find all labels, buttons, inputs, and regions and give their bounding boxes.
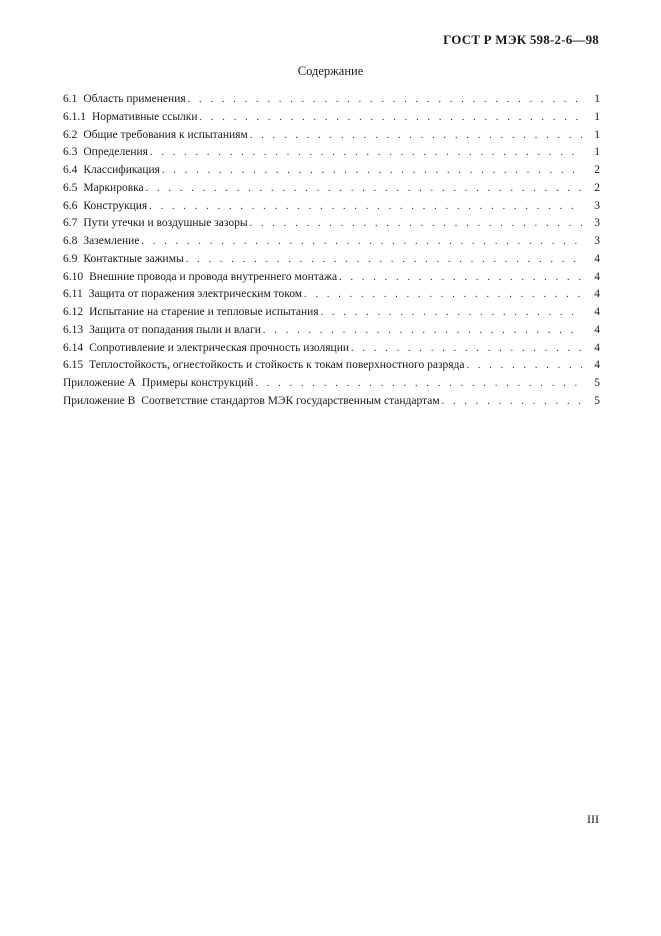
toc-entry-page: 4 (594, 252, 600, 265)
dot-leader (250, 130, 582, 141)
dot-leader (321, 307, 582, 318)
toc-entry-title: Определения (83, 146, 148, 159)
toc-entry-number: 6.2 (63, 128, 78, 141)
dot-leader (466, 360, 582, 371)
toc-entry-number: 6.3 (63, 146, 78, 159)
toc-entry-title: Защита от попадания пыли и влаги (89, 323, 261, 336)
toc-entry[interactable] (63, 253, 600, 271)
toc-entry-page: 5 (594, 394, 600, 407)
toc-entry-number: 6.14 (63, 341, 84, 354)
toc-entry-number: Приложение В (63, 394, 136, 407)
toc-entry-number: 6.9 (63, 252, 78, 265)
toc-entry[interactable] (63, 235, 600, 253)
toc-entry[interactable] (63, 342, 600, 360)
toc-entry-number: 6.1 (63, 93, 78, 105)
dot-leader (150, 147, 582, 158)
toc-entry-title: Заземление (83, 235, 140, 247)
toc-entry[interactable] (63, 271, 600, 289)
toc-entry-page: 5 (594, 377, 600, 389)
toc-entry-title: Защита от поражения электрическим током (88, 288, 303, 301)
toc-entry-appendix[interactable] (63, 395, 600, 413)
toc-title: Содержание (297, 64, 364, 78)
toc-entry-page: 1 (594, 110, 600, 123)
toc-entry-page: 1 (594, 93, 600, 105)
toc-entry-title: Соответствие стандартов МЭК государственным стандартам (141, 394, 440, 407)
toc-entry-number: 6.10 (63, 270, 84, 283)
dot-leader (162, 165, 582, 176)
toc-entry-title: Область применения (83, 93, 186, 105)
table-of-contents (63, 93, 600, 413)
toc-entry-title: Классификация (83, 164, 160, 176)
toc-entry[interactable] (63, 288, 600, 306)
toc-entry-title: Контактные зажимы (83, 252, 184, 265)
toc-entry-number: Приложение А (63, 377, 136, 389)
toc-entry-title: Нормативные ссылки (92, 110, 198, 123)
toc-entry-number: 6.11 (63, 288, 83, 301)
toc-entry[interactable] (63, 111, 600, 129)
toc-entry-page: 3 (594, 199, 600, 212)
toc-entry-title: Общие требования к испытаниям (83, 128, 248, 141)
toc-entry-page: 3 (594, 235, 600, 247)
toc-entry-number: 6.4 (63, 164, 78, 176)
toc-entry-page: 3 (594, 217, 600, 230)
toc-entry-page: 4 (594, 288, 600, 301)
toc-entry[interactable] (63, 146, 600, 164)
toc-entry-title: Пути утечки и воздушные зазоры (83, 217, 248, 230)
toc-entry-page: 2 (594, 181, 600, 194)
dot-leader (141, 236, 582, 247)
dot-leader (263, 325, 582, 336)
dot-leader (339, 272, 582, 283)
toc-entry-number: 6.12 (63, 306, 84, 318)
toc-entry[interactable] (63, 217, 600, 235)
toc-entry-title: Сопротивление и электрическая прочность изоляции (89, 341, 350, 354)
dot-leader (149, 201, 582, 212)
toc-entry-title: Испытание на старение и тепловые испытания (89, 306, 319, 318)
toc-entry[interactable] (63, 324, 600, 342)
toc-entry-title: Конструкция (83, 199, 148, 212)
dot-leader (304, 289, 582, 300)
toc-entry-page: 4 (594, 270, 600, 283)
toc-entry-appendix[interactable] (63, 377, 600, 395)
toc-entry[interactable] (63, 306, 600, 324)
toc-entry-page: 1 (594, 128, 600, 141)
toc-entry-page: 2 (594, 164, 600, 176)
toc-entry-number: 6.6 (63, 199, 78, 212)
document-code-header: ГОСТ Р МЭК 598-2-6—98 (443, 32, 599, 47)
toc-entry-page: 4 (594, 341, 600, 354)
toc-entry-page: 4 (594, 306, 600, 318)
toc-entry[interactable] (63, 129, 600, 147)
toc-entry-number: 6.1.1 (63, 110, 86, 123)
toc-entry-title: Примеры конструкций (141, 377, 254, 389)
dot-leader (442, 396, 582, 407)
toc-entry-page: 4 (594, 359, 600, 372)
toc-entry-number: 6.13 (63, 323, 84, 336)
toc-entry[interactable] (63, 200, 600, 218)
toc-entry[interactable] (63, 359, 600, 377)
dot-leader (250, 218, 582, 229)
page-number: III (587, 812, 599, 826)
toc-entry-page: 4 (594, 323, 600, 336)
dot-leader (186, 254, 582, 265)
toc-entry[interactable] (63, 182, 600, 200)
toc-entry[interactable] (63, 164, 600, 182)
toc-entry-title: Маркировка (83, 181, 144, 194)
toc-entry[interactable] (63, 93, 600, 111)
toc-entry-number: 6.8 (63, 235, 78, 247)
dot-leader (146, 183, 582, 194)
dot-leader (351, 343, 582, 354)
toc-entry-number: 6.7 (63, 217, 78, 230)
toc-entry-title: Теплостойкость, огнестойкость и стойкость к токам поверхностного разряда (89, 359, 465, 372)
toc-entry-title: Внешние провода и провода внутреннего монтажа (89, 270, 338, 283)
toc-entry-number: 6.15 (63, 359, 84, 372)
dot-leader (255, 378, 582, 389)
toc-entry-page: 1 (594, 146, 600, 159)
dot-leader (200, 112, 582, 123)
toc-entry-number: 6.5 (63, 181, 78, 194)
dot-leader (188, 94, 582, 105)
